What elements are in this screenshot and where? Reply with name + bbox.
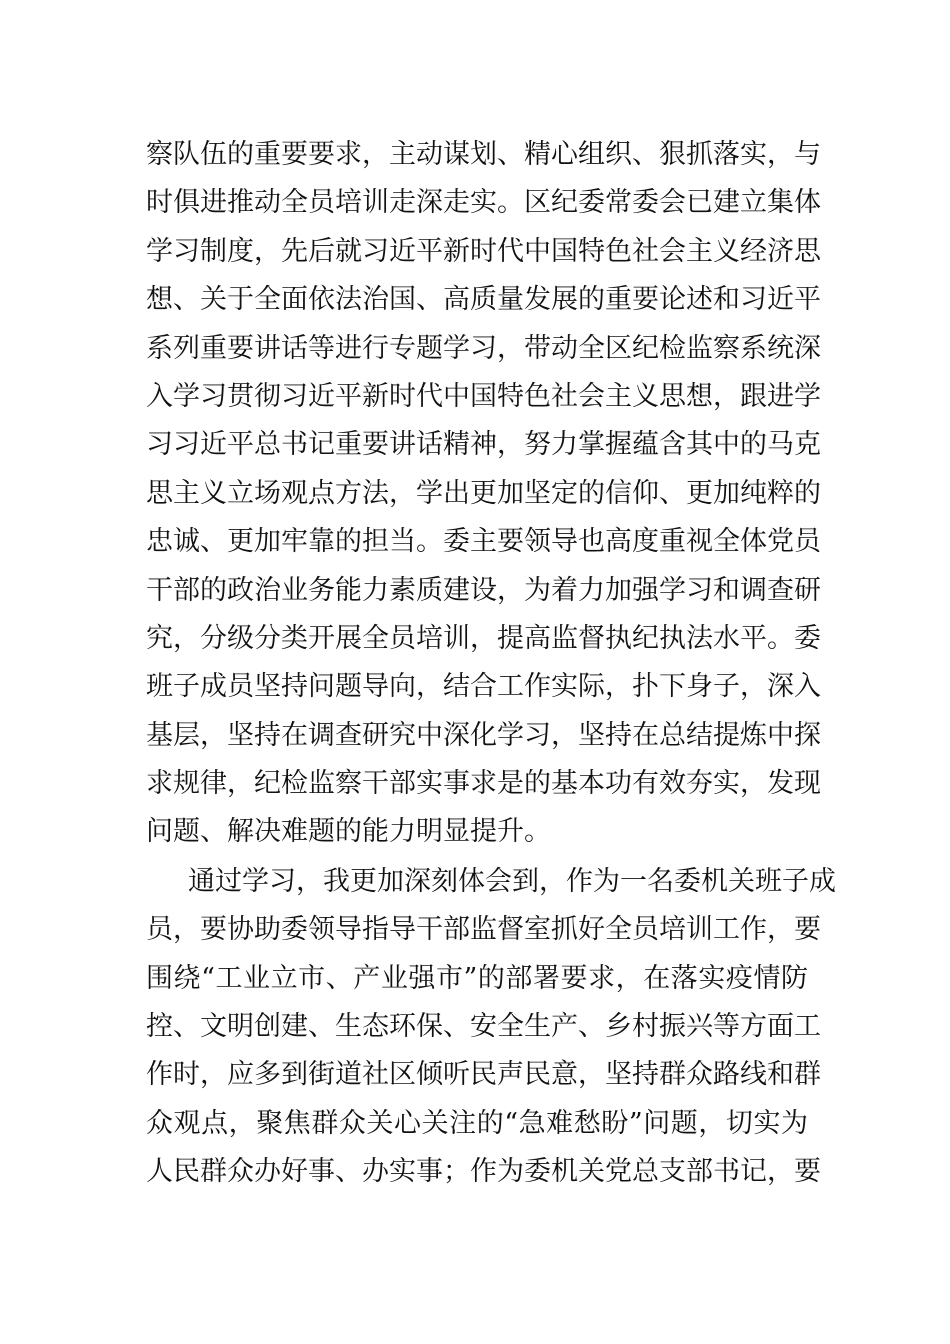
text-line: 作时，应多到街道社区倾听民声民意，坚持群众路线和群 — [146, 1059, 821, 1091]
text-line: 基层，坚持在调查研究中深化学习，坚持在总结提炼中探 — [146, 719, 821, 751]
text-line: 求规律，纪检监察干部实事求是的基本功有效夯实，发现 — [146, 768, 821, 800]
text-line: 察队伍的重要要求，主动谋划、精心组织、狠抓落实，与 — [146, 139, 821, 170]
text-line: 干部的政治业务能力素质建设，为着力加强学习和调查研 — [146, 574, 821, 606]
text-line: 班子成员坚持问题导向，结合工作实际，扑下身子，深入 — [146, 671, 821, 703]
text-line: 通过学习，我更加深刻体会到，作为一名委机关班子成 — [188, 865, 836, 897]
text-line: 究，分级分类开展全员培训，提高监督执纪执法水平。委 — [146, 622, 821, 654]
text-line: 时俱进推动全员培训走深走实。区纪委常委会已建立集体 — [146, 187, 821, 219]
text-line: 想、关于全面依法治国、高质量发展的重要论述和习近平 — [146, 284, 821, 316]
text-line: 众观点，聚焦群众关心关注的“急难愁盼”问题，切实为 — [146, 1107, 808, 1139]
paragraph-2 — [146, 858, 836, 1197]
text-line: 人民群众办好事、办实事；作为委机关党总支部书记，要 — [146, 1156, 821, 1188]
text-line: 入学习贯彻习近平新时代中国特色社会主义思想，跟进学 — [146, 380, 821, 412]
text-line: 思主义立场观点方法，学出更加坚定的信仰、更加纯粹的 — [146, 477, 821, 509]
document-body — [146, 131, 836, 1197]
text-line: 控、文明创建、生态环保、安全生产、乡村振兴等方面工 — [146, 1011, 821, 1043]
text-line: 问题、解决难题的能力明显提升。 — [146, 816, 551, 848]
text-line: 习习近平总书记重要讲话精神，努力掌握蕴含其中的马克 — [146, 429, 821, 461]
text-line: 围绕“工业立市、产业强市”的部署要求，在落实疫情防 — [146, 962, 808, 994]
text-line: 员，要协助委领导指导干部监督室抓好全员培训工作，要 — [146, 914, 821, 946]
text-line: 学习制度，先后就习近平新时代中国特色社会主义经济思 — [146, 235, 821, 267]
paragraph-1 — [146, 131, 821, 857]
text-line: 忠诚、更加牢靠的担当。委主要领导也高度重视全体党员 — [146, 526, 821, 558]
text-line: 系列重要讲话等进行专题学习，带动全区纪检监察系统深 — [146, 332, 821, 364]
